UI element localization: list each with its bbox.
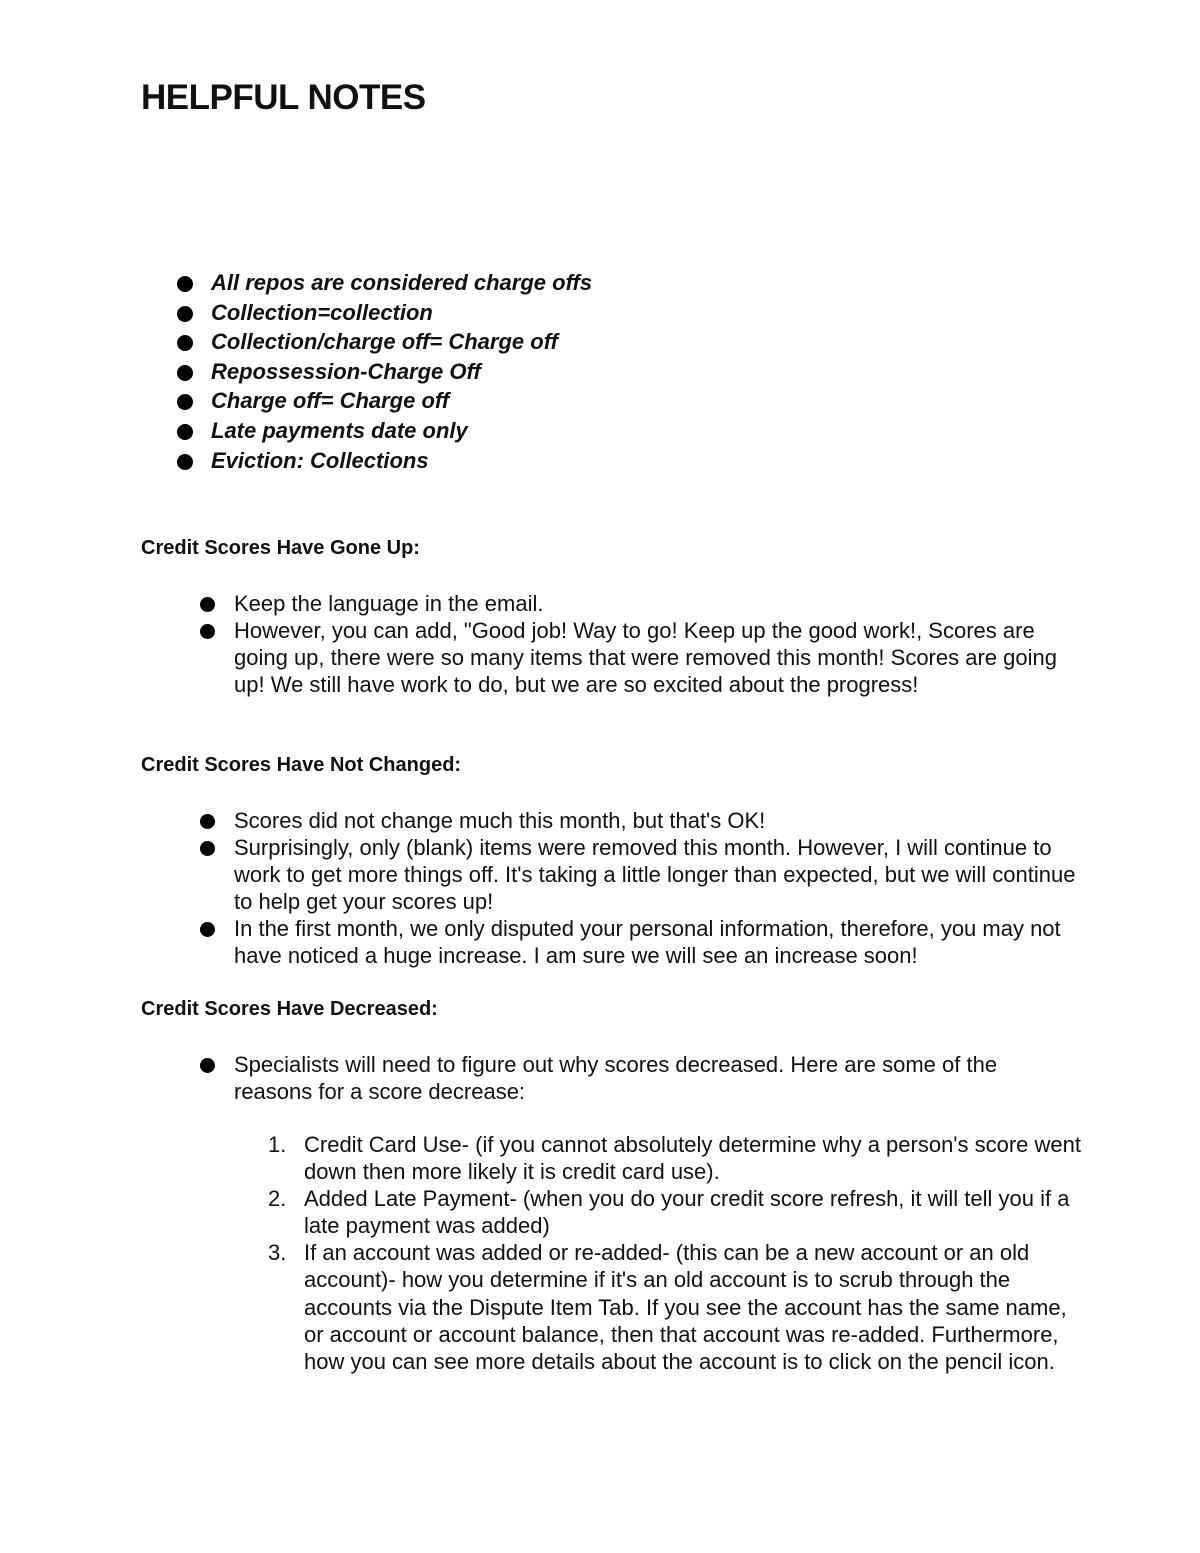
list-item-text: Collection/charge off= Charge off (211, 329, 558, 355)
list-item-text: Repossession-Charge Off (211, 358, 481, 384)
not-changed-list (200, 807, 1080, 970)
list-item (177, 357, 592, 387)
section-heading-not-changed: Credit Scores Have Not Changed: (141, 754, 462, 776)
list-item-text: Keep the language in the email. (234, 591, 544, 616)
list-item-text: Scores did not change much this month, but that's OK! (234, 808, 766, 833)
bullet-icon (177, 394, 193, 410)
numbered-item (262, 1185, 1082, 1239)
bullet-icon (177, 454, 193, 470)
list-item-text: Charge off= Charge off (211, 388, 450, 414)
bullet-icon (177, 424, 193, 440)
bullet-icon (200, 814, 215, 829)
list-item-text: All repos are considered charge offs (211, 270, 593, 295)
page-title: HELPFUL NOTES (141, 78, 426, 117)
list-item-text: Collection=collection (211, 299, 433, 325)
list-item (177, 386, 592, 416)
list-item (177, 268, 592, 298)
numbered-item-text: If an account was added or re-added- (this can be a new account or an old account)- how you determine if it's an old account is to scrub through the accounts via the Dispute Item Tab. If you see the account has the same name, or account or account balance, then that account was re-added. Furthermore, how you can see more details about the account is to click on the pencil icon. (304, 1240, 1067, 1374)
list-item (200, 1051, 1080, 1105)
bullet-icon (200, 624, 215, 639)
list-item (200, 617, 1080, 698)
section-heading-gone-up: Credit Scores Have Gone Up: (141, 537, 420, 559)
rules-list (177, 268, 592, 475)
numbered-item-text: Added Late Payment- (when you do your credit score refresh, it will tell you if a late payment was added) (304, 1186, 1070, 1239)
item-number: 2. (268, 1186, 287, 1212)
list-item-text: Specialists will need to figure out why scores decreased. Here are some of the reasons for a score decrease: (234, 1052, 998, 1105)
list-item (200, 834, 1080, 915)
list-item-text: Late payments date only (211, 417, 468, 443)
decreased-list (200, 1051, 1080, 1105)
numbered-item-text: Credit Card Use- (if you cannot absolutely determine why a person's score went down then more likely it is credit card use). (304, 1132, 1082, 1185)
section-heading-decreased: Credit Scores Have Decreased: (141, 998, 438, 1020)
list-item (177, 446, 592, 476)
bullet-icon (200, 841, 215, 856)
bullet-icon (177, 335, 193, 351)
bullet-icon (177, 276, 193, 292)
list-item (177, 298, 592, 328)
item-number: 3. (268, 1240, 287, 1266)
numbered-item (262, 1131, 1082, 1185)
bullet-icon (177, 365, 193, 381)
list-item (177, 327, 592, 357)
item-number: 1. (268, 1132, 287, 1157)
bullet-icon (177, 306, 193, 322)
gone-up-list (200, 590, 1080, 698)
bullet-icon (200, 922, 215, 937)
decrease-reasons-list (262, 1131, 1082, 1375)
list-item-text: In the first month, we only disputed your personal information, therefore, you may not have noticed a huge increase. I am sure we will see an increase soon! (234, 916, 1061, 969)
list-item-text: Surprisingly, only (blank) items were removed this month. However, I will continue to work to get more things off. It's taking a little longer than expected, but we will continue to help get your scores up! (234, 835, 1076, 915)
list-item-text: However, you can add, "Good job! Way to go! Keep up the good work!, Scores are going up, there were so many items that were removed this month! Scores are going up! We still have work to do, but we are so excited about the progress! (234, 618, 1057, 698)
bullet-icon (200, 597, 215, 612)
bullet-icon (200, 1058, 215, 1073)
list-item (200, 590, 1080, 617)
list-item (200, 807, 1080, 834)
list-item (200, 915, 1080, 969)
numbered-item (262, 1239, 1082, 1374)
list-item (177, 416, 592, 446)
list-item-text: Eviction: Collections (211, 447, 429, 473)
